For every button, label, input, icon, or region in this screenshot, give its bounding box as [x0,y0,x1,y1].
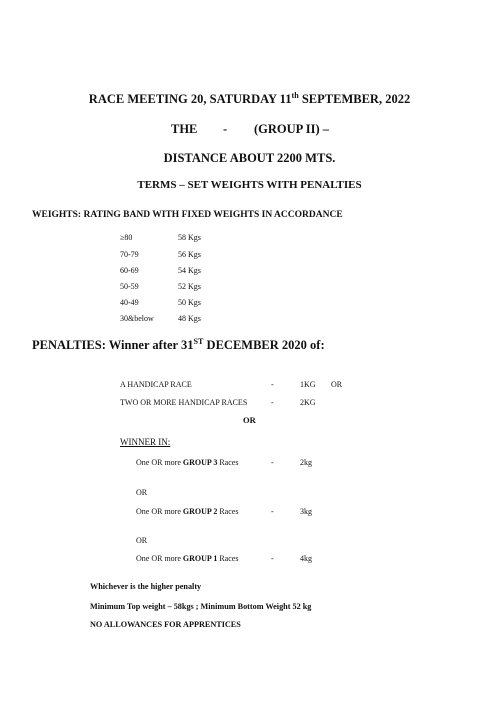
group-row-post: Races [217,507,239,516]
weight-cell: 54 Kgs [178,266,201,275]
distance-line: DISTANCE ABOUT 2200 MTS. [163,151,336,165]
group-3-row [136,458,238,467]
weight-cell: 48 Kgs [178,314,201,323]
penalties-heading-text: PENALTIES: Winner after 31 [32,338,194,352]
handicap-two-dash: - [271,398,274,407]
group-row-pre: One OR more [136,507,183,516]
handicap-one-or: OR [331,380,343,389]
terms-line: TERMS – SET WEIGHTS WITH PENALTIES [137,179,362,191]
group-2-row [136,507,238,516]
or-separator: OR [243,415,256,425]
penalties-superscript: ST [193,336,204,346]
title-text: RACE MEETING 20, SATURDAY 11 [88,92,292,106]
group-row-name: GROUP 3 [182,458,218,467]
group-2-dash: - [271,507,274,516]
race-name-the: THE [171,122,198,136]
band-cell: 70-79 [120,250,139,259]
handicap-one-dash: - [271,380,274,389]
race-name-dash: - [223,122,228,136]
handicap-two-label: TWO OR MORE HANDICAP RACES [120,398,248,407]
winner-in-heading: WINNER IN: [120,437,171,447]
race-name-group: (GROUP II) – [254,122,329,136]
no-allowances-note: NO ALLOWANCES FOR APPRENTICES [90,620,241,629]
weight-cell: 56 Kgs [178,250,201,259]
or-between-1: OR [136,488,148,497]
group-2-value: 3kg [300,507,312,516]
group-1-row [136,554,238,563]
handicap-two-value: 2KG [300,398,316,407]
penalties-heading-date: DECEMBER 2020 of: [203,338,325,352]
weights-heading: WEIGHTS: RATING BAND WITH FIXED WEIGHTS IN ACCORDANCE [32,210,343,220]
handicap-one-value: 1KG [300,380,316,389]
weight-cell: 58 Kgs [178,233,201,242]
band-cell: 50-59 [120,282,139,291]
minimum-weights-note: Minimum Top weight – 58kgs ; Minimum Bottom Weight 52 kg [90,602,312,611]
group-1-value: 4kg [300,554,312,563]
band-cell: ≥80 [120,233,133,242]
group-row-post: Races [217,554,239,563]
band-cell: 60-69 [120,266,139,275]
weight-cell: 52 Kgs [178,282,201,291]
or-between-2: OR [136,536,148,545]
group-row-post: Races [217,458,239,467]
meeting-title [0,92,499,107]
group-row-pre: One OR more [136,458,183,467]
group-row-name: GROUP 1 [182,554,218,563]
title-superscript: th [291,90,299,100]
penalties-heading [32,338,325,353]
group-row-pre: One OR more [136,554,183,563]
group-3-value: 2kg [300,458,312,467]
handicap-one-label: A HANDICAP RACE [120,380,192,389]
group-row-name: GROUP 2 [182,507,218,516]
higher-penalty-note: Whichever is the higher penalty [90,582,202,591]
weight-cell: 50 Kgs [178,298,201,307]
group-1-dash: - [271,554,274,563]
band-cell: 40-49 [120,298,139,307]
group-3-dash: - [271,458,274,467]
band-cell: 30&below [120,314,154,323]
title-date-text: SEPTEMBER, 2022 [298,92,411,106]
